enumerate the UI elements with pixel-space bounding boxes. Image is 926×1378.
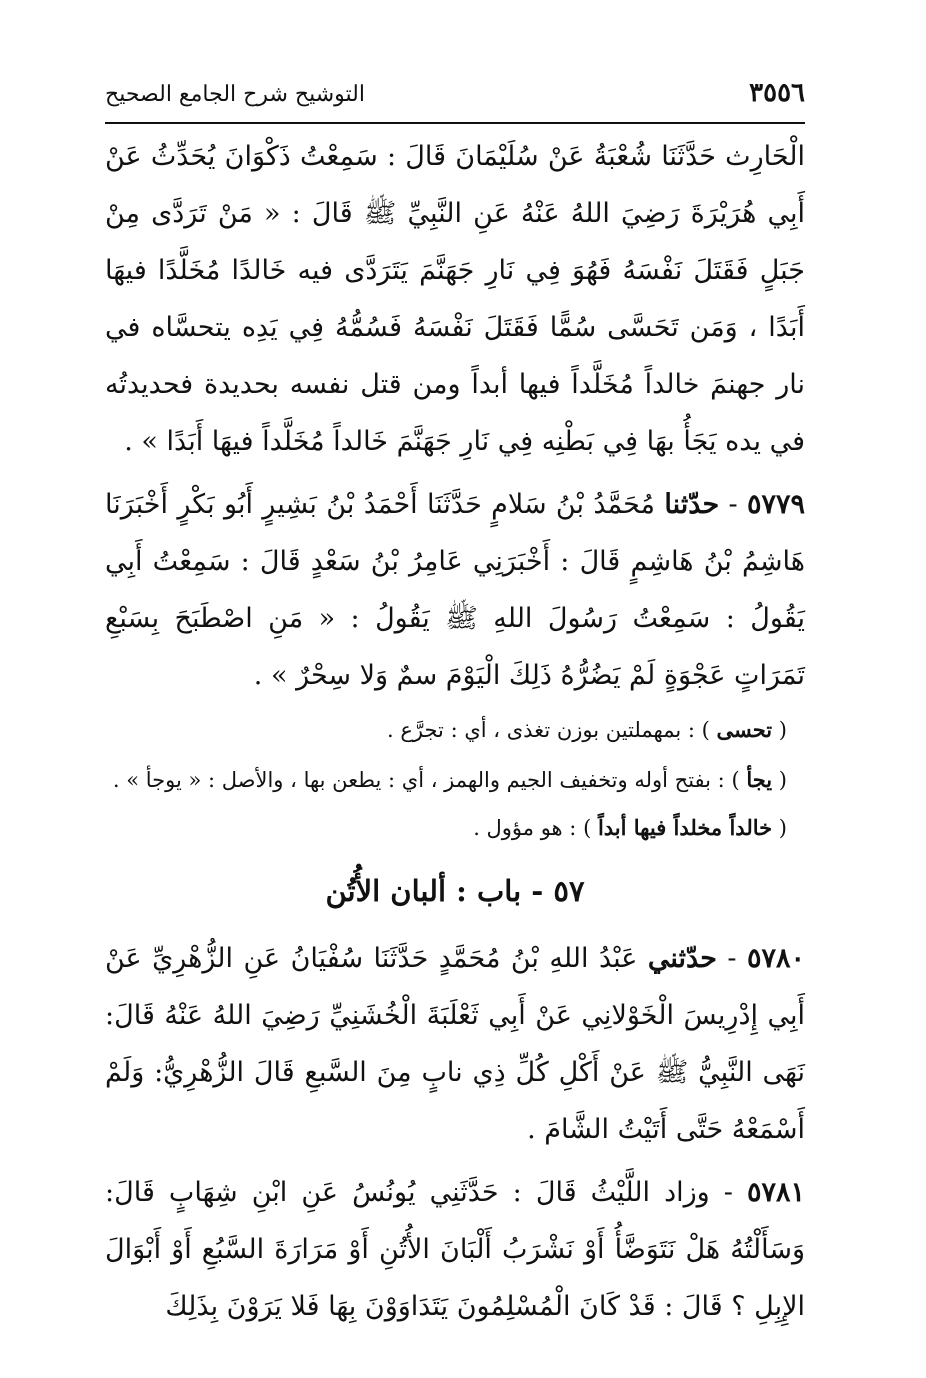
hadith-text: عَبْدُ اللهِ بْنُ مُحَمَّدٍ حَدَّثَنَا سُفْيَانُ عَنِ الزُّهْرِيِّ عَنْ أَبِي إِدْرِيسَ الْخَوْلانِي عَنْ أَبِي ثَعْلَبَةَ الْخُشَنِيِّ رَضِيَ اللهُ عَنْهُ قَالَ: نَهَى النَّبِيُّ ﷺ عَنْ أَكْلِ كُلِّ ذِي نابٍ مِنَ السَّبعِ قَالَ الزُّهْرِيُّ: وَلَمْ أَسْمَعْهُ حَتَّى أَتَيْتُ الشَّامَ . <box>105 943 805 1145</box>
note-term: يجأ <box>746 767 773 792</box>
hadith-5779: ٥٧٧٩ - حدّثنا مُحَمَّدُ بْنُ سَلامٍ حَدَّثَنَا أَحْمَدُ بْنُ بَشِيرٍ أَبُو بَكْرٍ أَخْبَرَنَا هَاشِمُ بْنُ هَاشِمٍ قَالَ : أَخْبَرَنِي عَامِرُ بْنُ سَعْدٍ قَالَ : سَمِعْتُ أَبِي يَقُولُ : سَمِعْتُ رَسُولَ اللهِ ﷺ يَقُولُ : « مَنِ اصْطَبَحَ بِسَبْعِ تَمَرَاتٍ عَجْوَةٍ لَمْ يَضُرُّهُ ذَلِكَ الْيَوْمَ سمٌ وَلا سِحْرٌ » . <box>105 489 806 691</box>
hadith-5780: ٥٧٨٠ - حدّثني عَبْدُ اللهِ بْنُ مُحَمَّدٍ حَدَّثَنَا سُفْيَانُ عَنِ الزُّهْرِيِّ عَنْ أَبِي إِدْرِيسَ الْخَوْلانِي عَنْ أَبِي ثَعْلَبَةَ الْخُشَنِيِّ رَضِيَ اللهُ عَنْهُ قَالَ: نَهَى النَّبِيُّ ﷺ عَنْ أَكْلِ كُلِّ ذِي نابٍ مِنَ السَّبعِ قَالَ الزُّهْرِيُّ: وَلَمْ أَسْمَعْهُ حَتَّى أَتَيْتُ الشَّامَ . <box>105 943 805 1145</box>
note-tahassa: ( تحسى ) : بمهملتين بوزن تغذى ، أي : تجرَّع . <box>387 717 787 742</box>
note-term: خالداً مخلداً فيها أبداً <box>597 815 773 840</box>
hadith-lead: حدّثني <box>647 943 717 974</box>
hadith-number: ٥٧٨٠ <box>746 943 805 974</box>
document-page <box>105 78 805 1335</box>
hadith-5781 <box>105 1164 805 1335</box>
hadith-text: مُحَمَّدُ بْنُ سَلامٍ حَدَّثَنَا أَحْمَدُ بْنُ بَشِيرٍ أَبُو بَكْرٍ أَخْبَرَنَا هَاشِمُ بْنُ هَاشِمٍ قَالَ : أَخْبَرَنِي عَامِرُ بْنُ سَعْدٍ قَالَ : سَمِعْتُ أَبِي يَقُولُ : سَمِعْتُ رَسُولَ اللهِ ﷺ يَقُولُ : « مَنِ اصْطَبَحَ بِسَبْعِ تَمَرَاتٍ عَجْوَةٍ لَمْ يَضُرُّهُ ذَلِكَ الْيَوْمَ سمٌ وَلا سِحْرٌ » . <box>105 489 805 691</box>
hadith-number: ٥٧٧٩ <box>747 489 806 520</box>
hadith-text: وزاد اللَّيْثُ قَالَ : حَدَّثَنِي يُونُسُ عَنِ ابْنِ شِهَابٍ قَالَ: وَسَأَلْتُهُ هَلْ نَتَوَضَّأُ أَوْ نَشْرَبُ أَلْبَانَ الأُتُنِ أَوْ مَرَارَةَ السَّبُعِ أَوْ أَبْوَالَ الإِبِلِ ؟ قَالَ : قَدْ كَانَ الْمُسْلِمُونَ يَتَدَاوَوْنَ بِهَا فَلا يَرَوْنَ بِذَلِكَ <box>105 1177 805 1322</box>
chapter-heading: ٥٧ - باب : ألبان الأُتُن <box>325 874 585 908</box>
note-term: تحسى <box>716 717 773 742</box>
hadith-lead: حدّثنا <box>664 489 720 520</box>
paragraph-continuation: الْحَارِث حَدَّثَنَا شُعْبَةُ عَنْ سُلَيْمَانَ قَالَ : سَمِعْتُ ذَكْوَانَ يُحَدِّثُ عَنْ أَبِي هُرَيْرَةَ رَضِيَ اللهُ عَنْهُ عَنِ النَّبِيِّ ﷺ قَالَ : « مَنْ تَرَدَّى مِنْ جَبَلٍ فَقَتَلَ نَفْسَهُ فَهُوَ فِي نَارِ جَهَنَّمَ يَتَرَدَّى فيه خَالدًا مُخَلَّدًا فيهَا أَبَدًا ، وَمَن تَحَسَّى سُمًّا فَقَتَلَ نَفْسَهُ فَسُمُّهُ فِي يَدِه يتحسَّاه في نار جهنمَ خالداً مُخَلَّداً فيها أبداً ومن قتل نفسه بحديدة فحديدتُه في يده يَجَأُ بهَا فِي بَطْنِه فِي نَارِ جَهَنَّمَ خَالداً مُخَلَّداً فيهَا أَبَدًا » . <box>105 141 805 457</box>
note-text: : هو مؤول . <box>473 816 577 840</box>
note-text: : بفتح أوله وتخفيف الجيم والهمز ، أي : يطعن بها ، والأصل : « يوجأ » . <box>112 768 725 792</box>
running-title: التوشيح شرح الجامع الصحيح <box>105 82 365 107</box>
page-number: ٣٥٥٦ <box>749 78 805 108</box>
hadith-lead: - <box>723 1177 733 1208</box>
hadith-number: ٥٧٨١ <box>746 1177 805 1208</box>
page-header <box>105 78 805 124</box>
note-khalidan: ( خالداً مخلداً فيها أبداً ) : هو مؤول . <box>473 815 787 840</box>
note-text: : بمهملتين بوزن تغذى ، أي : تجرَّع . <box>387 718 695 742</box>
note-yaja: ( يجأ ) : بفتح أوله وتخفيف الجيم والهمز ، أي : يطعن بها ، والأصل : « يوجأ » . <box>112 767 787 792</box>
